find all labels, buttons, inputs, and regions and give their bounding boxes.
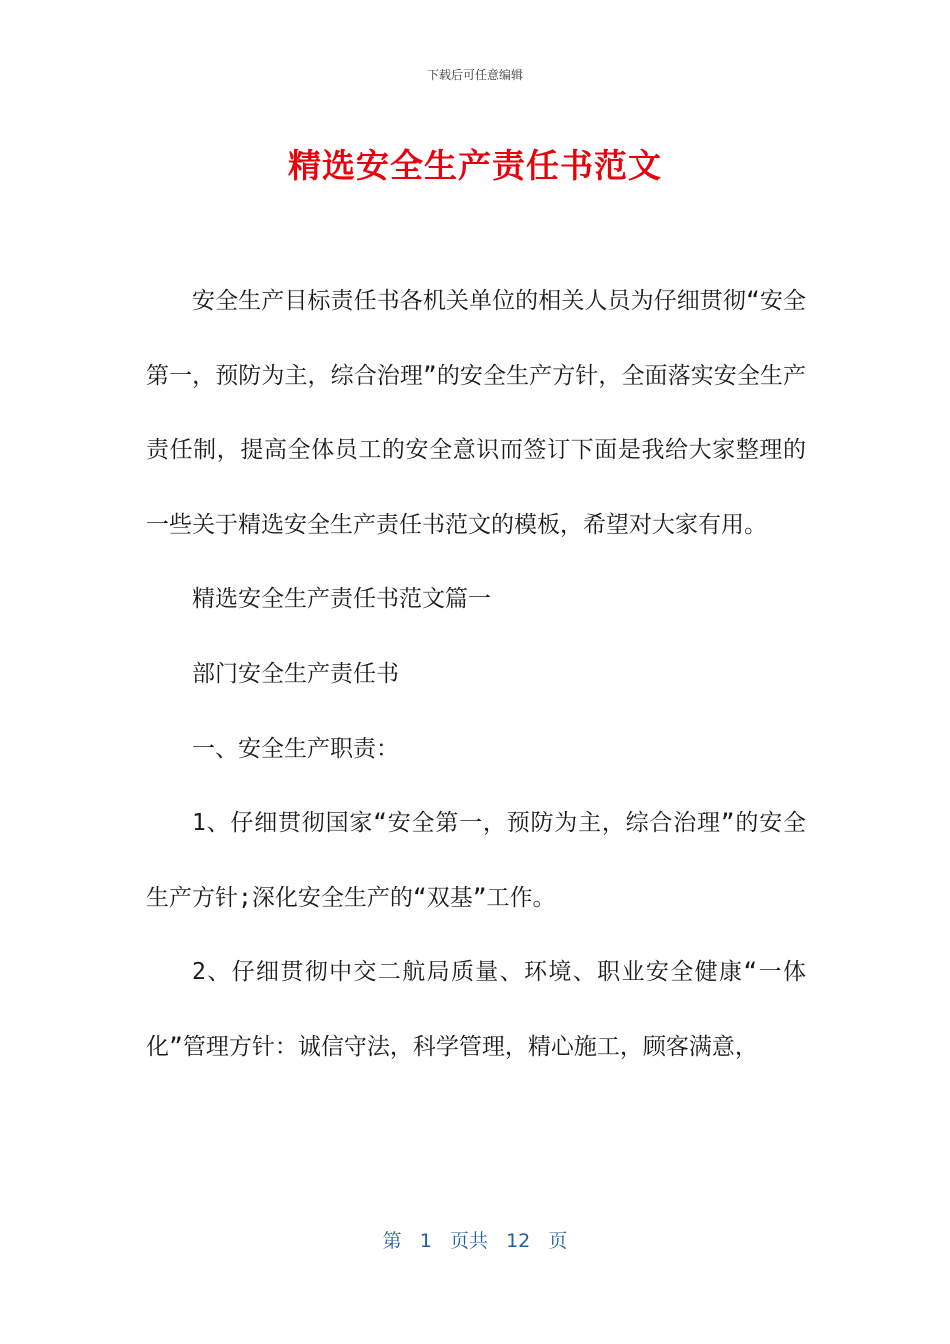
paragraph-subheading: 部门安全生产责任书 [192,660,399,687]
paragraph-intro: 安全生产目标责任书各机关单位的相关人员为仔细贯彻“安全第一，预防为主，综合治理”的安全生产方针，全面落实安全生产责任制，提高全体员工的安全意识而签订下面是我给大家整理的一些关于精选安全生产责任书范文的模板，希望对大家有用。 [146,288,806,538]
footer-total-pages: 12 [506,1230,531,1252]
footer-prefix: 第 [382,1230,402,1252]
document-title: 精选安全生产责任书范文 [288,146,662,185]
footer-suffix: 页 [548,1230,568,1252]
document-body [146,264,806,1085]
footer-middle: 页共 [449,1230,488,1252]
header-note: 下载后可任意编辑 [426,68,523,82]
page-footer [0,1226,950,1253]
paragraph-item-1: 1、仔细贯彻国家“安全第一，预防为主，综合治理”的安全生产方针;深化安全生产的“双基”工作。 [146,810,806,911]
paragraph-duty-heading: 一、安全生产职责： [192,735,399,762]
paragraph-item-2: 2、仔细贯彻中交二航局质量、环境、职业安全健康“一体化”管理方针：诚信守法，科学管理，精心施工，顾客满意， [146,959,806,1060]
footer-page-number: 1 [419,1230,432,1252]
paragraph-section-heading: 精选安全生产责任书范文篇一 [192,586,491,613]
